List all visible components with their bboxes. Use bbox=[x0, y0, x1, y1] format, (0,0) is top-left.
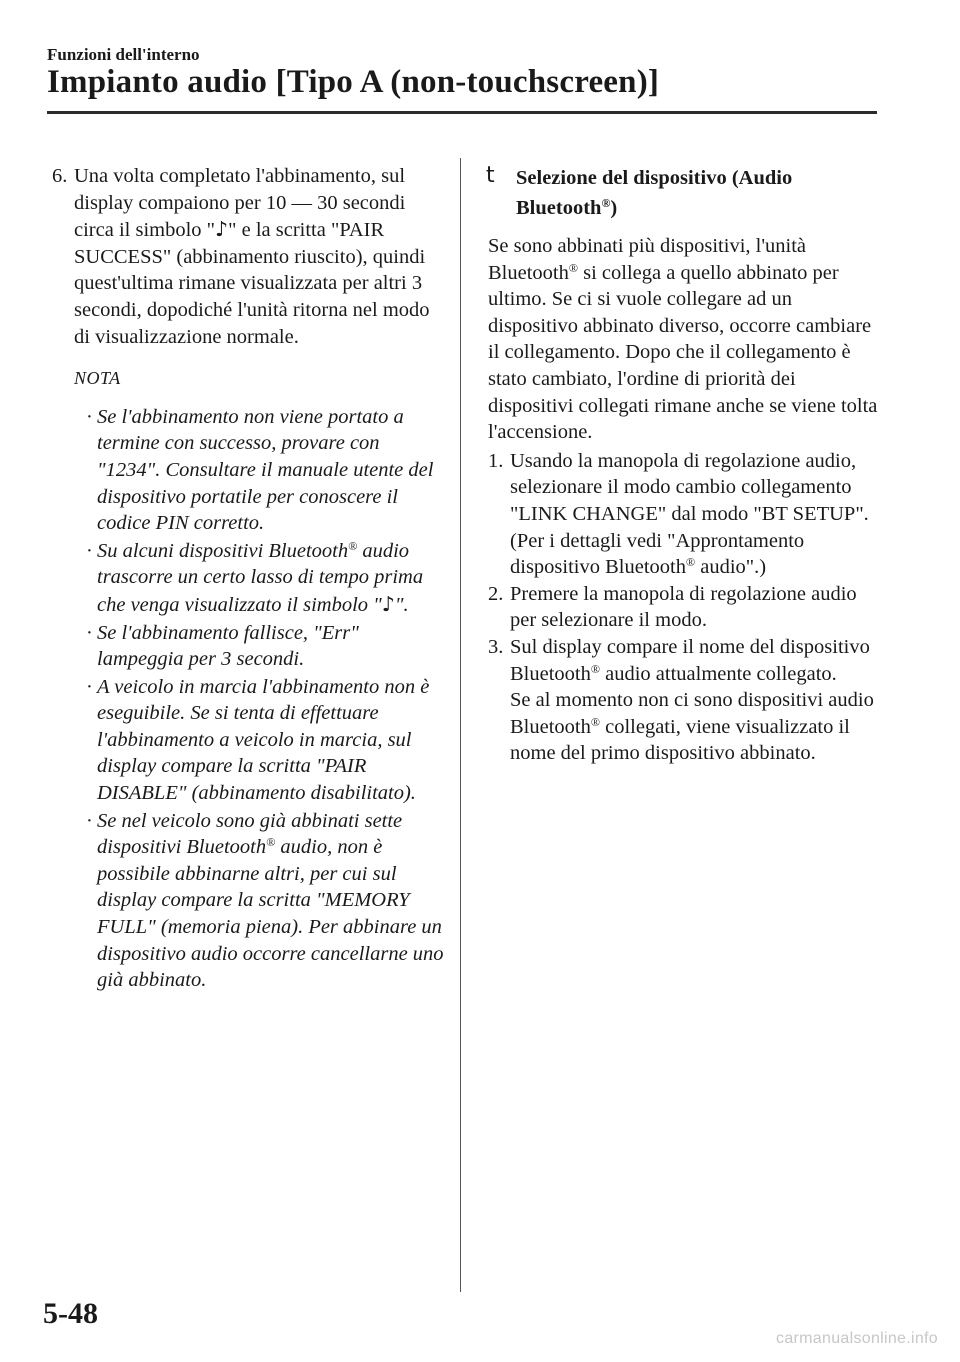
step-6 bbox=[52, 163, 444, 350]
note-item bbox=[52, 674, 444, 807]
section-label: Funzioni dell'interno bbox=[47, 45, 200, 64]
page-number: 5-48 bbox=[43, 1297, 98, 1330]
step-number: 2. bbox=[488, 582, 504, 605]
step-text bbox=[510, 448, 878, 581]
step-text: Premere la manopola di regolazione audio per selezionare il modo. bbox=[510, 582, 857, 632]
step-number: 6. bbox=[52, 165, 68, 187]
step-text-part: Sul display compare il nome del dispositivo Bluetooth bbox=[510, 635, 870, 685]
registered-mark: ® bbox=[685, 555, 696, 570]
note-text: A veicolo in marcia l'abbinamento non è eseguibile. Se si tenta di effettuare l'abbinamento a veicolo in marcia, sul display compare la scritta "PAIR DISABLE" (abbinamento disabilitato). bbox=[97, 675, 430, 805]
step-text-part: collegati, viene visualizzato il nome del primo dispositivo abbinato. bbox=[510, 715, 850, 765]
note-text: ". bbox=[394, 593, 409, 616]
step-line bbox=[510, 687, 878, 767]
section-heading bbox=[488, 163, 878, 223]
bluetooth-note-icon: ♪ bbox=[215, 217, 229, 242]
bluetooth-note-icon: ♪ bbox=[381, 591, 395, 616]
registered-mark: ® bbox=[348, 538, 358, 553]
para-text: Se sono abbinati più dispositivi, l'unità Bluetooth bbox=[488, 235, 807, 284]
registered-mark: ® bbox=[568, 260, 578, 275]
note-text: Se l'abbinamento fallisce, "Err" lampeggia per 3 secondi. bbox=[97, 621, 359, 671]
section-marker-icon: t bbox=[486, 163, 495, 188]
registered-mark: ® bbox=[601, 196, 611, 210]
header-rule bbox=[47, 111, 877, 114]
step-text-part: " e la scritta "PAIR SUCCESS" (abbinamento riuscito), quindi quest'ultima rimane visualizzata per altri 3 secondi, dopodiché l'unità ritorna nel modo di visualizzazione normale. bbox=[74, 219, 430, 348]
step-text-part: Se al momento non ci sono dispositivi audio Bluetooth bbox=[510, 689, 874, 738]
step-2 bbox=[488, 581, 878, 634]
page-title: Impianto audio [Tipo A (non-touchscreen)] bbox=[47, 64, 660, 100]
step-number: 1. bbox=[488, 449, 504, 472]
registered-mark: ® bbox=[590, 714, 600, 729]
note-text: Se nel veicolo sono già abbinati sette dispositivi Bluetooth bbox=[97, 809, 403, 859]
note-item bbox=[52, 404, 444, 537]
left-column bbox=[52, 163, 444, 995]
para-text: si collega a quello abbinato per ultimo. Se ci si vuole collegare ad un dispositivo abbinato diverso, occorre cambiare il collegamento. Dopo che il collegamento è stato cambiato, l'ordine di priorità dei dispositivi collegati rimane anche se viene tolta l'accensione. bbox=[488, 261, 878, 444]
step-text bbox=[510, 634, 878, 767]
note-item bbox=[52, 538, 444, 619]
step-1 bbox=[488, 448, 878, 581]
registered-mark: ® bbox=[266, 835, 276, 850]
bullet-icon: · bbox=[86, 405, 93, 428]
note-text: Su alcuni dispositivi Bluetooth bbox=[97, 539, 349, 562]
bullet-icon: · bbox=[86, 675, 93, 698]
note-text: audio trascorre un certo lasso di tempo prima che venga visualizzato il simbolo " bbox=[97, 539, 424, 616]
step-3 bbox=[488, 634, 878, 767]
heading-text: Selezione del dispositivo (Audio Bluetooth bbox=[516, 167, 793, 219]
step-line bbox=[510, 634, 878, 687]
registered-mark: ® bbox=[590, 661, 600, 676]
bullet-icon: · bbox=[86, 621, 93, 644]
step-text-part: Una volta completato l'abbinamento, sul display compaiono per 10 — 30 secondi circa il simbolo " bbox=[74, 165, 406, 242]
step-number: 3. bbox=[488, 635, 504, 658]
bullet-icon: · bbox=[86, 539, 93, 562]
step-text-part: audio".) bbox=[695, 556, 767, 579]
intro-paragraph bbox=[488, 233, 878, 446]
step-text bbox=[74, 163, 444, 350]
column-divider bbox=[460, 158, 461, 1292]
note-item bbox=[52, 808, 444, 994]
note-item bbox=[52, 620, 444, 673]
step-text-part: audio attualmente collegato. bbox=[599, 662, 837, 685]
note-text: Se l'abbinamento non viene portato a termine con successo, provare con "1234". Consultare il manuale utente del dispositivo portatile per conoscere il codice PIN corretto. bbox=[97, 405, 434, 535]
note-text: audio, non è possibile abbinarne altri, per cui sul display compare la scritta "MEMORY FULL" (memoria piena). Per abbinare un dispositivo audio occorre cancellarne uno già abbinato. bbox=[97, 836, 444, 992]
note-list bbox=[52, 404, 444, 994]
note-label: NOTA bbox=[74, 368, 121, 389]
heading-text: ) bbox=[610, 197, 618, 219]
step-text-part: Usando la manopola di regolazione audio, selezionare il modo cambio collegamento "LINK CHANGE" dal modo "BT SETUP". (Per i dettagli vedi "Approntamento dispositivo Bluetooth bbox=[510, 449, 869, 579]
bullet-icon: · bbox=[86, 809, 93, 832]
right-column bbox=[488, 163, 878, 767]
watermark: carmanualsonline.info bbox=[776, 1330, 938, 1347]
